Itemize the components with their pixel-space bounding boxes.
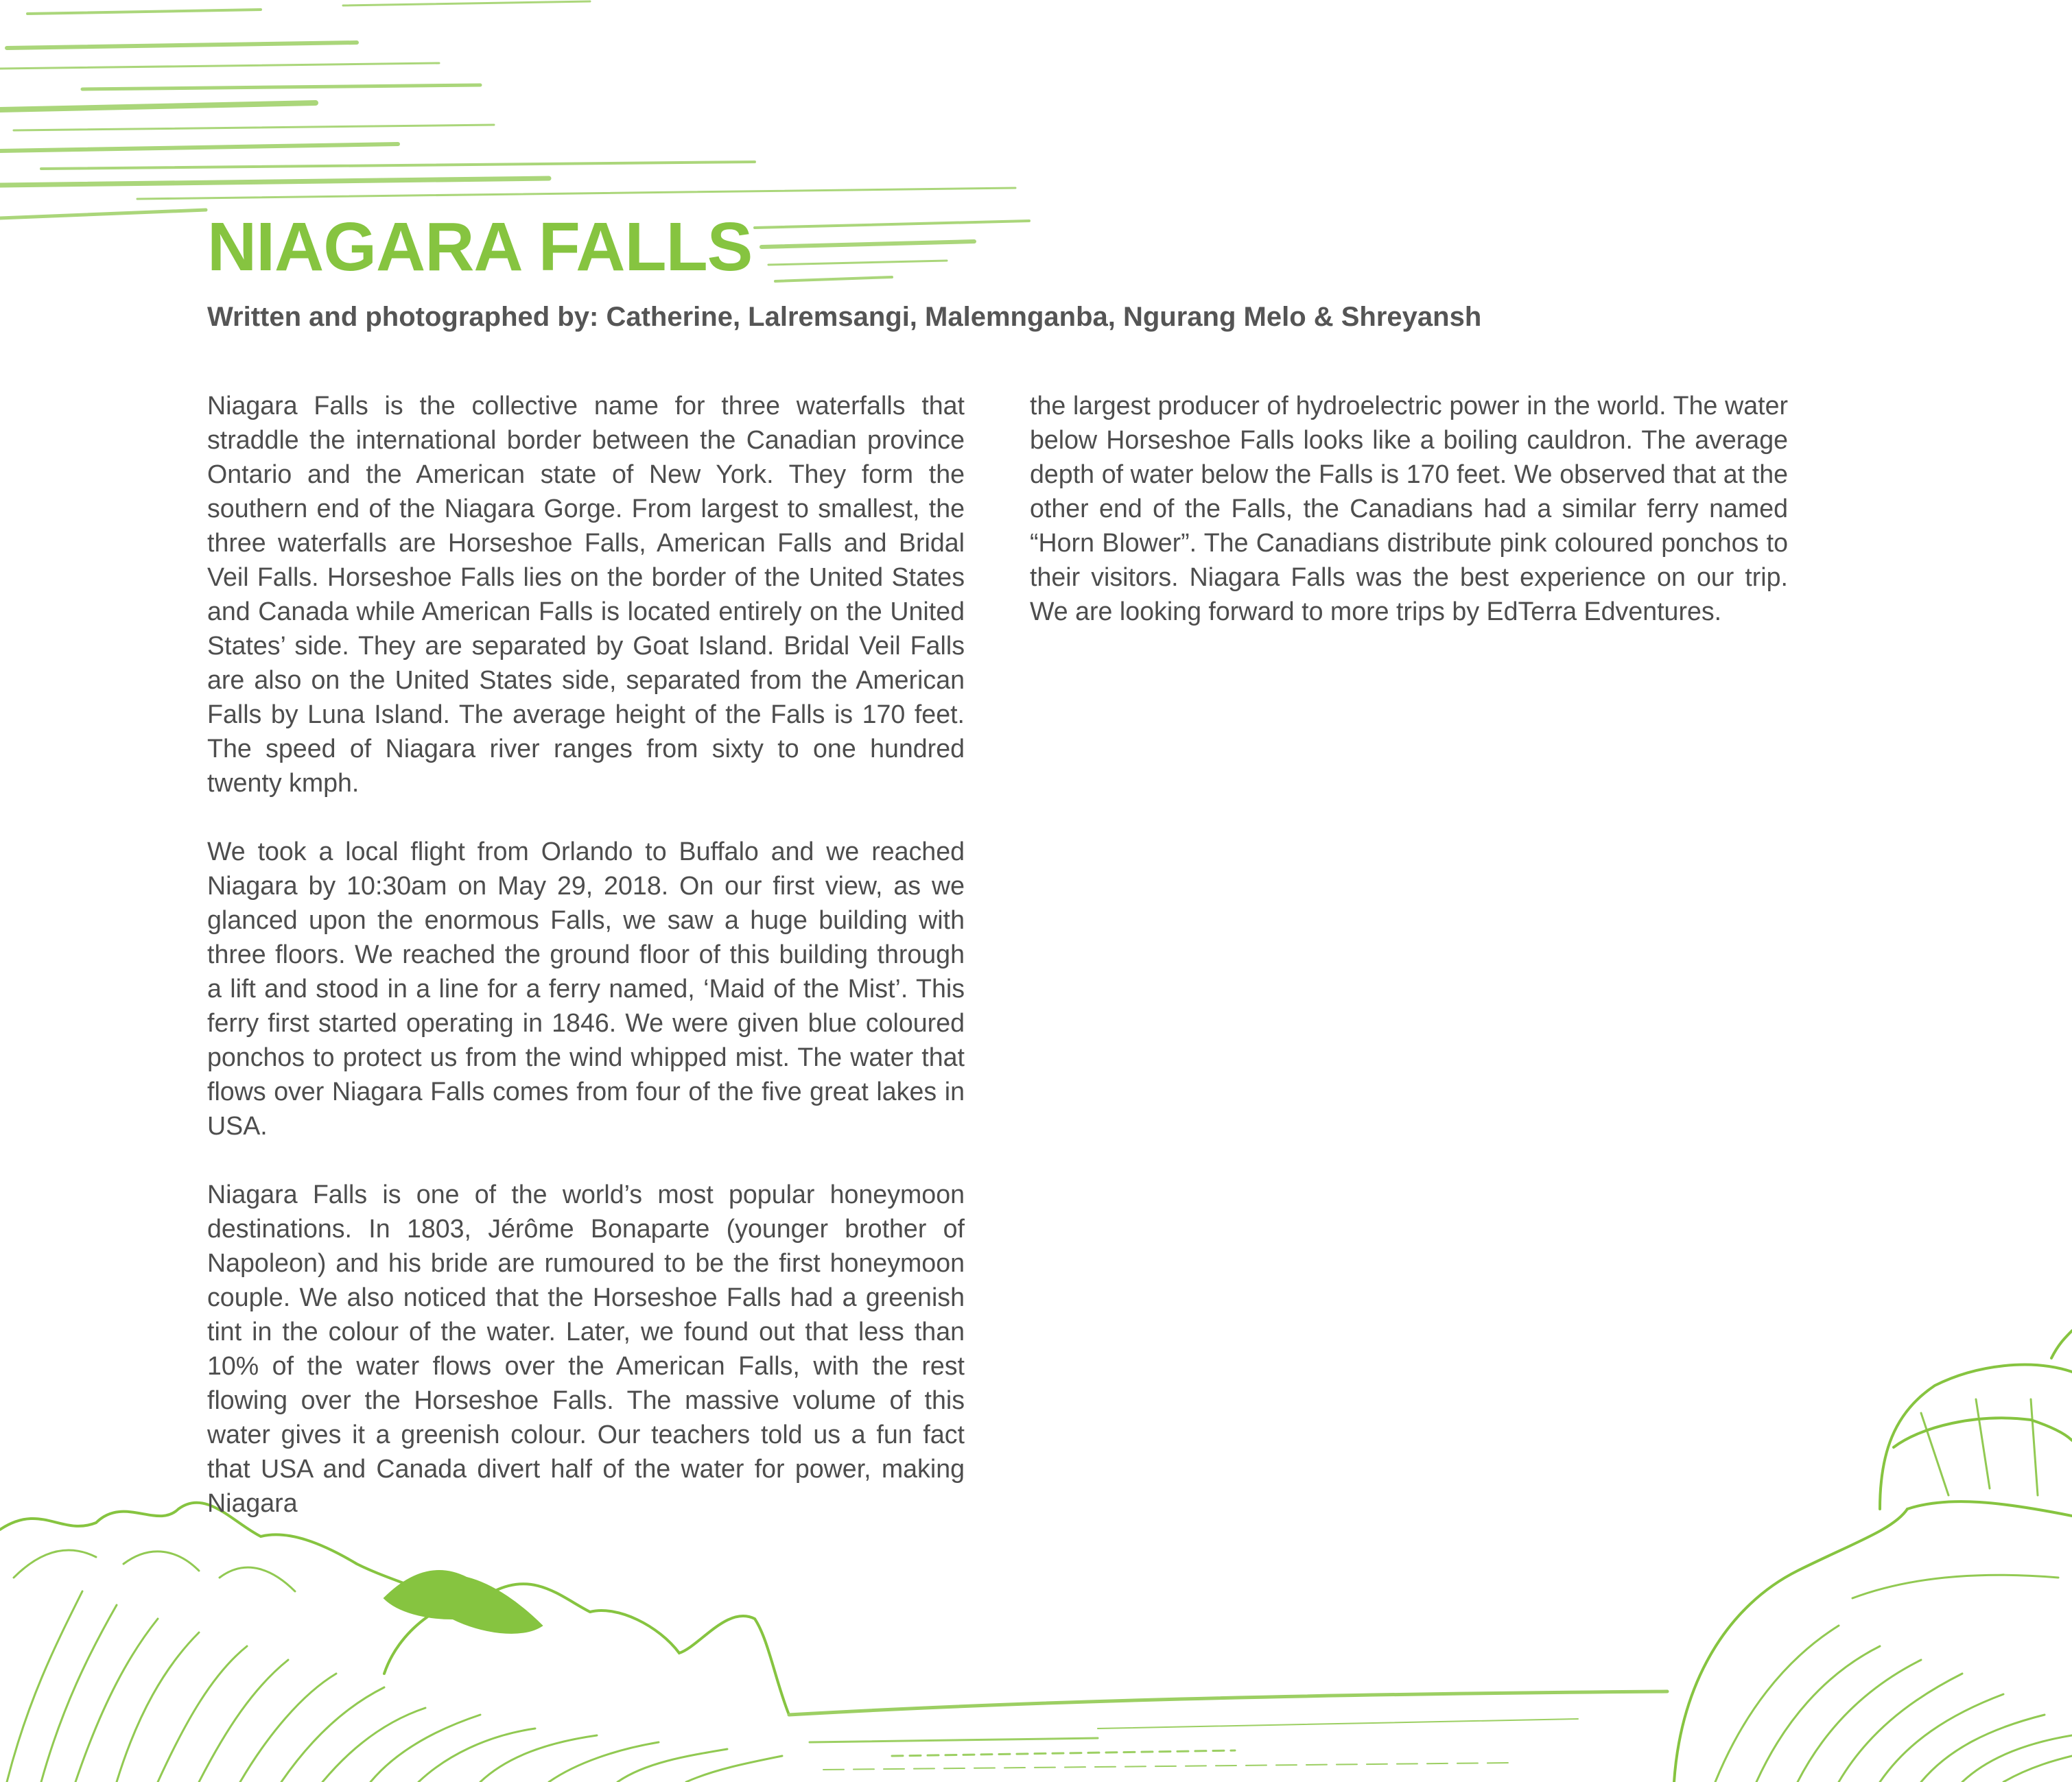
left-paragraph-1: Niagara Falls is the collective name for three waterfalls that straddle the international border between the Canadian province Ontario and the American state of New York. They form the southern end of the Niagara Gorge. From largest to smallest, the three waterfalls are Horseshoe Falls, American Falls and Bridal Veil Falls. Horseshoe Falls lies on the border of the United States and Canada while American Falls is located entirely on the United States’ side. They are separated by Goat Island. Bridal Veil Falls are also on the United States side, separated from the American Falls by Luna Island. The average height of the Falls is 170 feet. The speed of Niagara river ranges from sixty to one hundred twenty kmph. [207, 391, 965, 797]
right-paragraph-1: the largest producer of hydroelectric power in the world. The water below Horseshoe Falls looks like a boiling cauldron. The average depth of water below the Falls is 170 feet. We observed that at the other end of the Falls, the Canadians had a similar ferry named “Horn Blower”. The Canadians distribute pink coloured ponchos to their visitors. Niagara Falls was the best experience on our trip. We are looking forward to more trips by EdTerra Edventures. [1030, 391, 1788, 626]
right-text-column [1030, 388, 1788, 628]
left-text-column [207, 388, 965, 1520]
article-title: NIAGARA FALLS [207, 209, 753, 285]
cliff-sketch [1674, 1331, 2072, 1782]
left-paragraph-3: Niagara Falls is one of the world’s most popular honeymoon destinations. In 1803, Jérôme Bonaparte (younger brother of Napoleon) and his bride are rumoured to be the first honeymoon couple. We also noticed that the Horseshoe Falls had a greenish tint in the colour of the water. Later, we found out that less than 10% of the water flows over the American Falls, with the rest flowing over the Horseshoe Falls. The massive volume of this water gives it a greenish colour. Our teachers told us a fun fact that USA and Canada divert half of the water for power, making Niagara [207, 1180, 965, 1517]
river-sketch [789, 1691, 1667, 1770]
left-paragraph-2: We took a local flight from Orlando to Buffalo and we reached Niagara by 10:30am on May 29, 2018. On our first view, as we glanced upon the enormous Falls, we saw a huge building with three floors. We reached the ground floor of this building through a lift and stood in a line for a ferry named, ‘Maid of the Mist’. This ferry first started operating in 1846. We were given blue coloured ponchos to protect us from the wind whipped mist. The water that flows over Niagara Falls comes from four of the five great lakes in USA. [207, 837, 965, 1140]
article-byline: Written and photographed by: Catherine, Lalremsangi, Malemnganba, Ngurang Melo & Shreyansh [207, 302, 1482, 332]
bottom-foliage-sketch [0, 1503, 789, 1782]
